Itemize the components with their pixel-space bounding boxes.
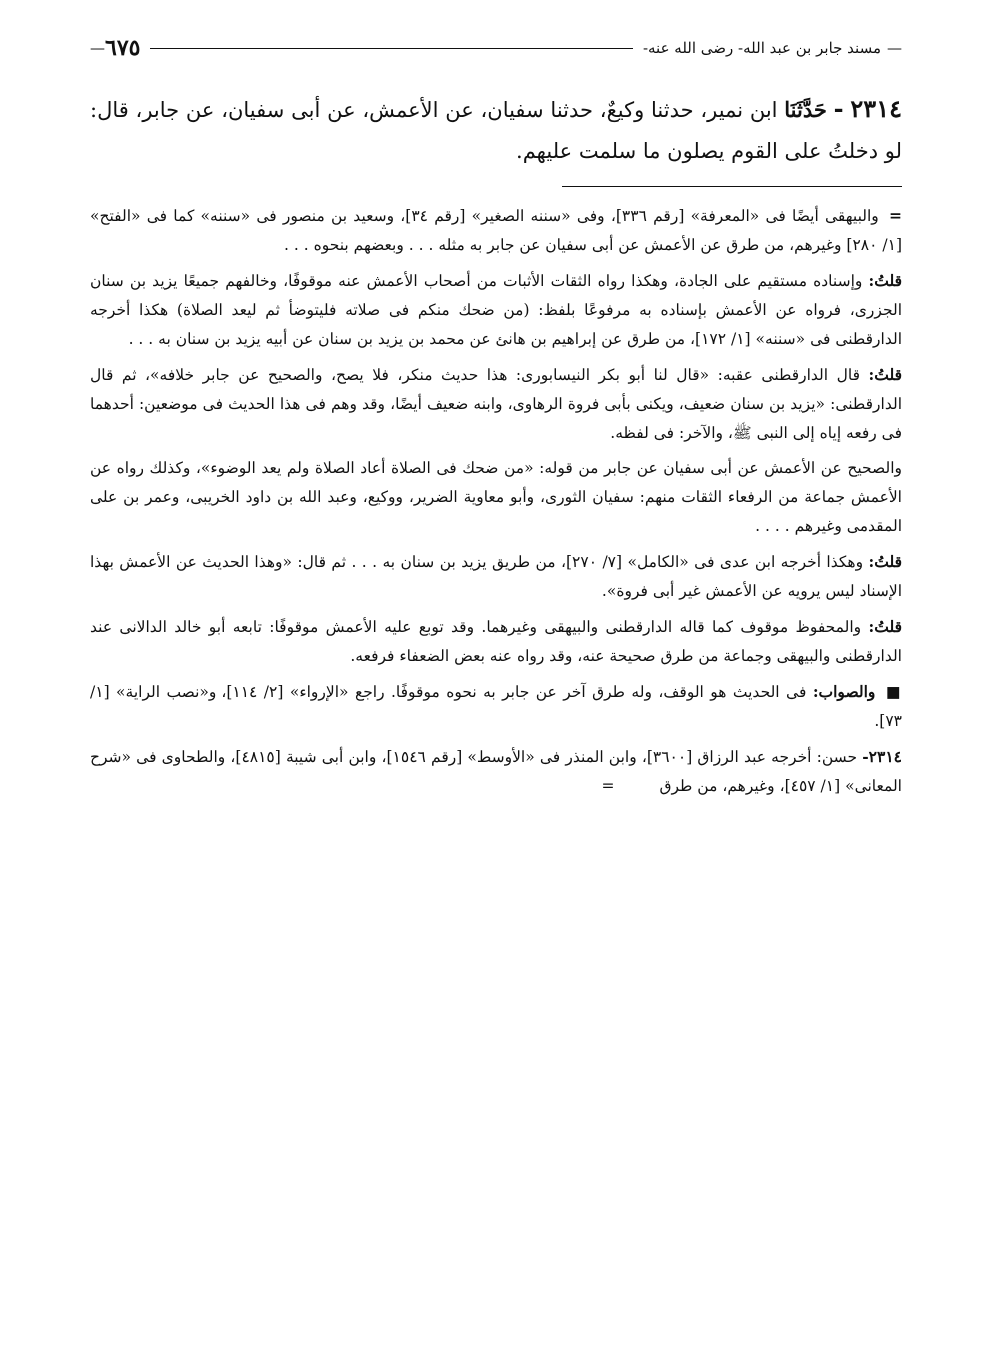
footnote-text: وإسناده مستقيم على الجادة، وهكذا رواه الثقات الأثبات من أصحاب الأعمش عنه موقوفًا، وخالفهم جميعًا يزيد بن سنان الجزرى، فرواه عن الأعمش بإسناده به مرفوعًا بلفظ: (من ضحك منكم فى صلاته فليتوضأ ثم ليعد الصلاة) هكذا أخرجه الدارقطنى فى «سننه» [١/ ١٧٢]، من طرق عن إبراهيم بن هانئ عن محمد بن يزيد بن سنان عن أبيه يزيد بن سنان به . . .: [90, 272, 902, 348]
header-dash-right: —: [887, 39, 902, 57]
footnote-number: ٢٣١٤-: [862, 747, 902, 766]
footnote-paragraph: [90, 677, 902, 736]
footnote-text: والمحفوظ موقوف كما قاله الدارقطنى والبيهقى وغيرهما. وقد توبع عليه الأعمش موقوفًا: تابعه أبو خالد الدالانى عند الدارقطنى والبيهقى وجماعة من طرق صحيحة عنه، وقد رواه عنه بعض الضعفاء فرفعه.: [90, 618, 902, 665]
running-header: [90, 28, 902, 68]
footnote-text: فى الحديث هو الوقف، وله طرق آخر عن جابر به نحوه موقوفًا. راجع «الإرواء» [٢/ ١١٤]، و«نصب الراية» [١/ ٧٣].: [90, 683, 902, 730]
hadith-text-block: [90, 88, 902, 172]
qultu-lead: قلتُ:: [868, 365, 902, 384]
footnote-text: وهكذا أخرجه ابن عدى فى «الكامل» [٧/ ٢٧٠]، من طريق يزيد بن سنان به . . . ثم قال: «وهذا الحديث عن الأعمش بهذا الإسناد ليس يرويه عن الأعمش غير أبى فروة».: [90, 553, 902, 600]
hadith-haddathana: حَدَّثَنَا: [784, 97, 827, 122]
header-dash-left: —: [90, 39, 105, 57]
continuation-mark: =: [889, 206, 902, 225]
footnote-paragraph: [90, 360, 902, 448]
footnote-text: قال الدارقطنى عقبه: «قال لنا أبو بكر النيسابورى: هذا حديث منكر، فلا يصح، والصحيح عن جابر خلافه»، ثم قال الدارقطنى: «يزيد بن سنان ضعيف، ويكنى بأبى فروة الرهاوى، وابنه ضعيف أيضًا، وقد وهم فى هذا الحديث فى موضعين: أحدهما فى رفعه إياه إلى النبى ﷺ، والآخر: فى لفظه.: [90, 366, 902, 442]
footnote-text: حسن: أخرجه عبد الرزاق [٣٦٠٠]، وابن المنذر فى «الأوسط» [رقم ١٥٤٦]، وابن أبى شيبة [٤٨١٥]، والطحاوى فى «شرح المعانى» [١/ ٤٥٧]، وغيرهم، من طرق: [90, 748, 902, 795]
book-page: [90, 28, 902, 807]
footnote-text: والبيهقى أيضًا فى «المعرفة» [رقم ٣٣٦]، وفى «سننه الصغير» [رقم ٣٤]، وسعيد بن منصور فى «سننه» كما فى «الفتح» [١/ ٢٨٠] وغيرهم، من طرق عن الأعمش عن أبى سفيان عن جابر به مثله . . . وبعضهم بنحوه . . .: [90, 207, 902, 254]
footnote-paragraph: [90, 547, 902, 606]
continuation-mark: =: [601, 777, 615, 795]
sawab-lead: والصواب:: [812, 682, 876, 701]
qultu-lead: قلتُ:: [868, 617, 902, 636]
hadith-body: ابن نمير، حدثنا وكيعٌ، حدثنا سفيان، عن الأعمش، عن أبى سفيان، عن جابر، قال: لو دخلتُ على القوم يصلون ما سلمت عليهم.: [90, 98, 902, 163]
footnote-paragraph: [90, 742, 902, 801]
qultu-lead: قلتُ:: [868, 271, 902, 290]
footnote-paragraph: [90, 266, 902, 354]
header-title: مسند جابر بن عبد الله- رضى الله عنه-: [642, 39, 881, 57]
footnote-separator: [562, 186, 902, 187]
hadith-separator: -: [833, 94, 844, 123]
footnote-text: والصحيح عن الأعمش عن أبى سفيان عن جابر من قوله: «من ضحك فى الصلاة أعاد الصلاة ولم يعد الوضوء»، وكذلك رواه عن الأعمش جماعة من الرفعاء الثقات منهم: سفيان الثورى، وأبو معاوية الضرير، ووكيع، وعبد الله بن داود الخريبى، وعمر بن على المقدمى وغيرهم . . . .: [90, 459, 902, 535]
footnotes: [90, 201, 902, 801]
footnote-paragraph: [90, 201, 902, 260]
square-bullet-icon: ■: [885, 682, 902, 701]
footnote-paragraph: [90, 612, 902, 671]
qultu-lead: قلتُ:: [868, 552, 902, 571]
footnote-paragraph: [90, 454, 902, 541]
page-number: ٦٧٥: [105, 35, 141, 61]
header-rule: [150, 48, 632, 49]
hadith-number: ٢٣١٤: [850, 94, 902, 123]
